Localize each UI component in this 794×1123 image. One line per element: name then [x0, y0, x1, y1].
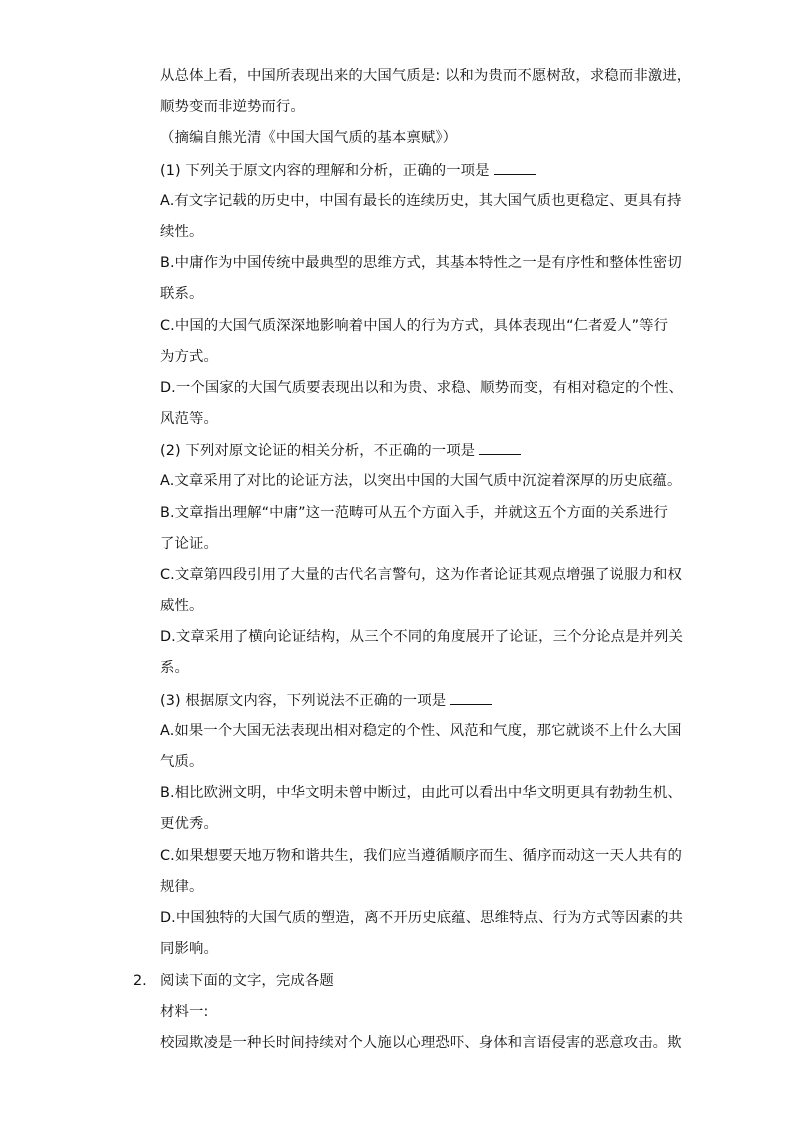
- q2-option-c-cont: 威性。: [160, 598, 204, 614]
- q3-option-a-cont: 气质。: [160, 754, 204, 770]
- answer-blank: [479, 440, 521, 455]
- q1-option-b-cont: 联系。: [160, 286, 204, 302]
- question-1-stem: [160, 160, 536, 181]
- source-citation: （摘编自熊光清《中国大国气质的基本禀赋》）: [160, 130, 458, 146]
- q3-option-b: B.相比欧洲文明，中华文明未曾中断过，由此可以看出中华文明更具有勃勃生机、: [160, 785, 682, 801]
- answer-blank: [494, 160, 536, 175]
- q2-option-d: D.文章采用了横向论证结构，从三个不同的角度展开了论证，三个分论点是并列关: [160, 629, 684, 645]
- intro-line-1: 从总体上看，中国所表现出来的大国气质是: 以和为贵而不愿树敌，求稳而非激进，: [160, 68, 692, 84]
- q2-option-b-cont: 了论证。: [160, 536, 218, 552]
- q3-option-c: C.如果想要天地万物和谐共生，我们应当遵循顺序而生、循序而动这一天人共有的: [160, 848, 682, 864]
- answer-blank: [450, 690, 492, 705]
- material-text-line-1: 校园欺凌是一种长时间持续对个人施以心理恐吓、身体和言语侵害的恶意攻击。欺: [160, 1035, 682, 1051]
- intro-line-2: 顺势变而非逆势而行。: [160, 99, 305, 115]
- q1-option-c: C.中国的大国气质深深地影响着中国人的行为方式，具体表现出“仁者爱人”等行: [160, 318, 669, 334]
- q1-option-d: D.一个国家的大国气质要表现出以和为贵、求稳、顺势而变，有相对稳定的个性、: [160, 380, 684, 396]
- section-title: 阅读下面的文字，完成各题: [160, 973, 334, 989]
- q1-option-a-cont: 续性。: [160, 224, 204, 240]
- q3-option-a: A.如果一个大国无法表现出相对稳定的个性、风范和气度，那它就谈不上什么大国: [160, 723, 682, 739]
- q3-option-c-cont: 规律。: [160, 879, 204, 895]
- q3-option-b-cont: 更优秀。: [160, 816, 218, 832]
- q3-option-d: D.中国独特的大国气质的塑造，离不开历史底蕴、思维特点、行为方式等因素的共: [160, 910, 684, 926]
- q3-option-d-cont: 同影响。: [160, 941, 218, 957]
- q1-option-c-cont: 为方式。: [160, 349, 218, 365]
- question-3-stem: [160, 690, 492, 711]
- q2-option-a: A.文章采用了对比的论证方法，以突出中国的大国气质中沉淀着深厚的历史底蕴。: [160, 473, 682, 489]
- question-2-stem-text: (2) 下列对原文论证的相关分析，不正确的一项是: [160, 443, 476, 459]
- q1-option-b: B.中庸作为中国传统中最典型的思维方式，其基本特性之一是有序性和整体性密切: [160, 255, 682, 271]
- q2-option-d-cont: 系。: [160, 660, 189, 676]
- question-2-stem: [160, 440, 521, 461]
- section-number: 2.: [133, 973, 147, 989]
- question-3-stem-text: (3) 根据原文内容，下列说法不正确的一项是: [160, 693, 447, 709]
- q2-option-b: B.文章指出理解“中庸”这一范畴可从五个方面入手，并就这五个方面的关系进行: [160, 505, 668, 521]
- material-label: 材料一:: [160, 1004, 209, 1020]
- q1-option-d-cont: 风范等。: [160, 411, 218, 427]
- q2-option-c: C.文章第四段引用了大量的古代名言警句，这为作者论证其观点增强了说服力和权: [160, 567, 682, 583]
- question-1-stem-text: (1) 下列关于原文内容的理解和分析，正确的一项是: [160, 163, 490, 179]
- q1-option-a: A.有文字记载的历史中，中国有最长的连续历史，其大国气质也更稳定、更具有持: [160, 193, 682, 209]
